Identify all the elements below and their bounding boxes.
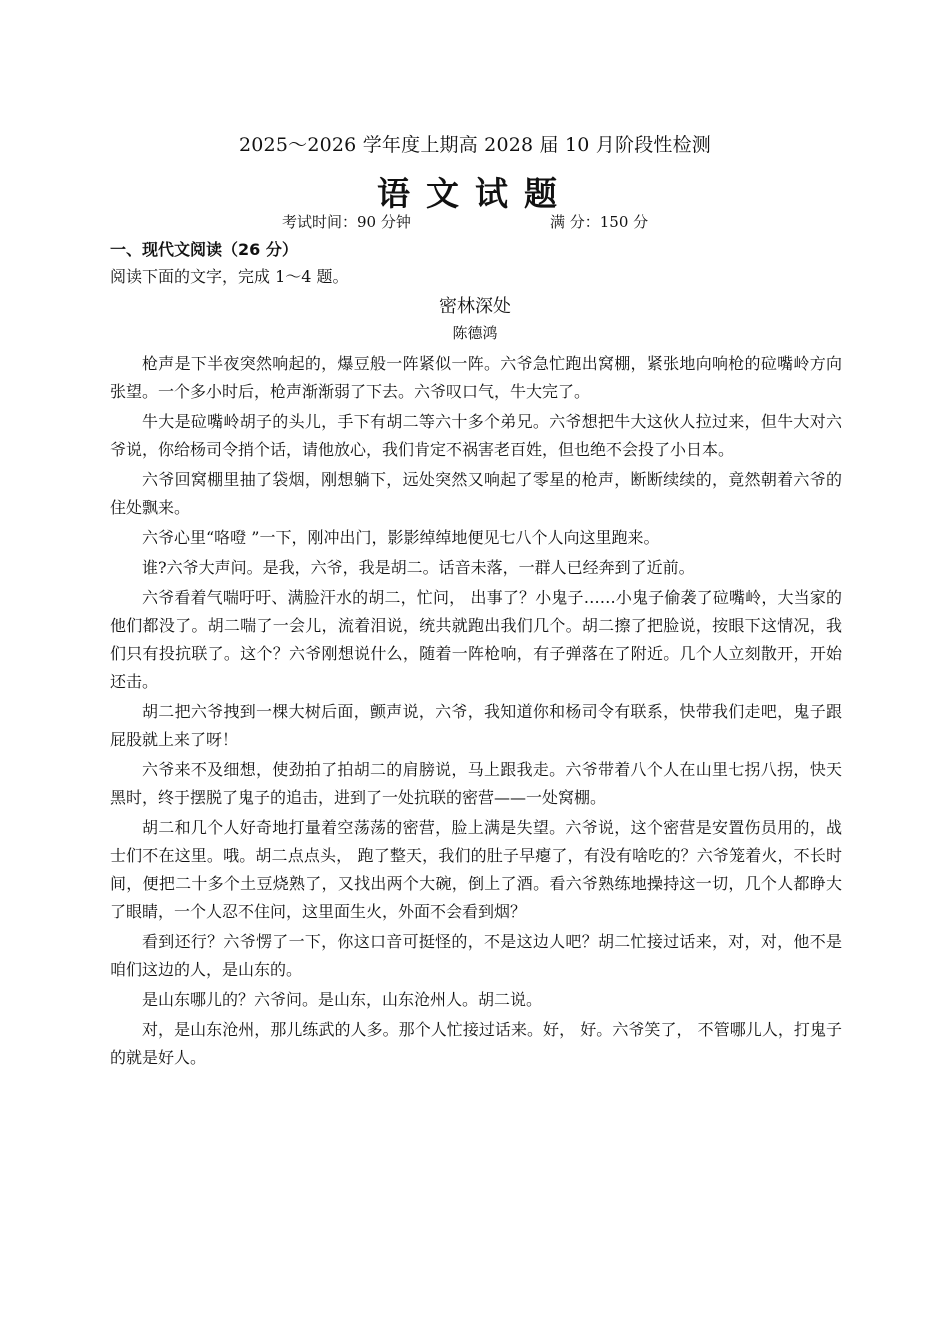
article-paragraph: 六爷回窝棚里抽了袋烟，刚想躺下，远处突然又响起了零星的枪声，断断续续的，竟然朝着六爷的住处飘来。	[110, 470, 842, 517]
article-paragraph: 胡二把六爷拽到一棵大树后面，颤声说，六爷，我知道你和杨司令有联系，快带我们走吧，鬼子跟屁股就上来了呀！	[110, 702, 842, 749]
article-paragraph: 胡二和几个人好奇地打量着空荡荡的密营，脸上满是失望。六爷说，这个密营是安置伤员用的，战士们不在这里。哦。胡二点点头， 跑了整天，我们的肚子早瘪了，有没有啥吃的？六爷笼着火，不长时间，便把二十多个土豆烧熟了，又找出两个大碗，倒上了酒。看六爷熟练地操持这一切，几个人都睁大了眼睛，一个人忍不住问，这里面生火，外面不会看到烟？	[110, 818, 842, 921]
article-paragraph: 六爷来不及细想，使劲拍了拍胡二的肩膀说，马上跟我走。六爷带着八个人在山里七拐八拐，快天黑时，终于摆脱了鬼子的追击，进到了一处抗联的密营——一处窝棚。	[110, 760, 842, 807]
section-heading: 一、现代文阅读（26 分）	[110, 240, 298, 259]
article-author: 陈德鸿	[452, 324, 498, 342]
subject-title: 语文试题	[377, 174, 573, 213]
exam-score: 满 分：150 分	[550, 213, 649, 231]
article-paragraph: 牛大是砬嘴岭胡子的头儿，手下有胡二等六十多个弟兄。六爷想把牛大这伙人拉过来，但牛大对六爷说，你给杨司令捎个话，请他放心，我们肯定不祸害老百姓，但也绝不会投了小日本。	[110, 412, 842, 459]
article-paragraph: 看到还行？六爷愣了一下，你这口音可挺怪的，不是这边人吧？胡二忙接过话来，对，对，他不是咱们这边的人，是山东的。	[110, 932, 842, 979]
article-paragraph: 对，是山东沧州，那儿练武的人多。那个人忙接过话来。好， 好。六爷笑了， 不管哪儿人，打鬼子的就是好人。	[110, 1020, 842, 1067]
article-title: 密林深处	[439, 296, 511, 317]
exam-time: 考试时间：90 分钟	[282, 213, 411, 231]
article-body	[110, 350, 842, 1074]
exam-meta	[0, 211, 950, 233]
article-paragraph: 谁?六爷大声问。是我，六爷，我是胡二。话音未落，一群人已经奔到了近前。	[142, 558, 695, 577]
article-paragraph: 六爷心里“咯噔 ”一下，刚冲出门，影影绰绰地便见七八个人向这里跑来。	[142, 528, 660, 547]
article-paragraph: 枪声是下半夜突然响起的，爆豆般一阵紧似一阵。六爷急忙跑出窝棚，紧张地向响枪的砬嘴岭方向张望。一个多小时后，枪声渐渐弱了下去。六爷叹口气，牛大完了。	[110, 354, 842, 401]
article-paragraph: 六爷看着气喘吁吁、满脸汗水的胡二，忙问， 出事了？小鬼子……小鬼子偷袭了砬嘴岭，大当家的他们都没了。胡二喘了一会儿，流着泪说，统共就跑出我们几个。胡二擦了把脸说，按眼下这情况，我们只有投抗联了。这个？六爷刚想说什么，随着一阵枪响，有子弹落在了附近。几个人立刻散开，开始还击。	[110, 588, 842, 691]
reading-instruction: 阅读下面的文字，完成 1～4 题。	[110, 267, 349, 286]
article-paragraph: 是山东哪儿的？六爷问。是山东，山东沧州人。胡二说。	[142, 990, 543, 1009]
exam-name: 2025～2026 学年度上期高 2028 届 10 月阶段性检测	[238, 134, 712, 156]
